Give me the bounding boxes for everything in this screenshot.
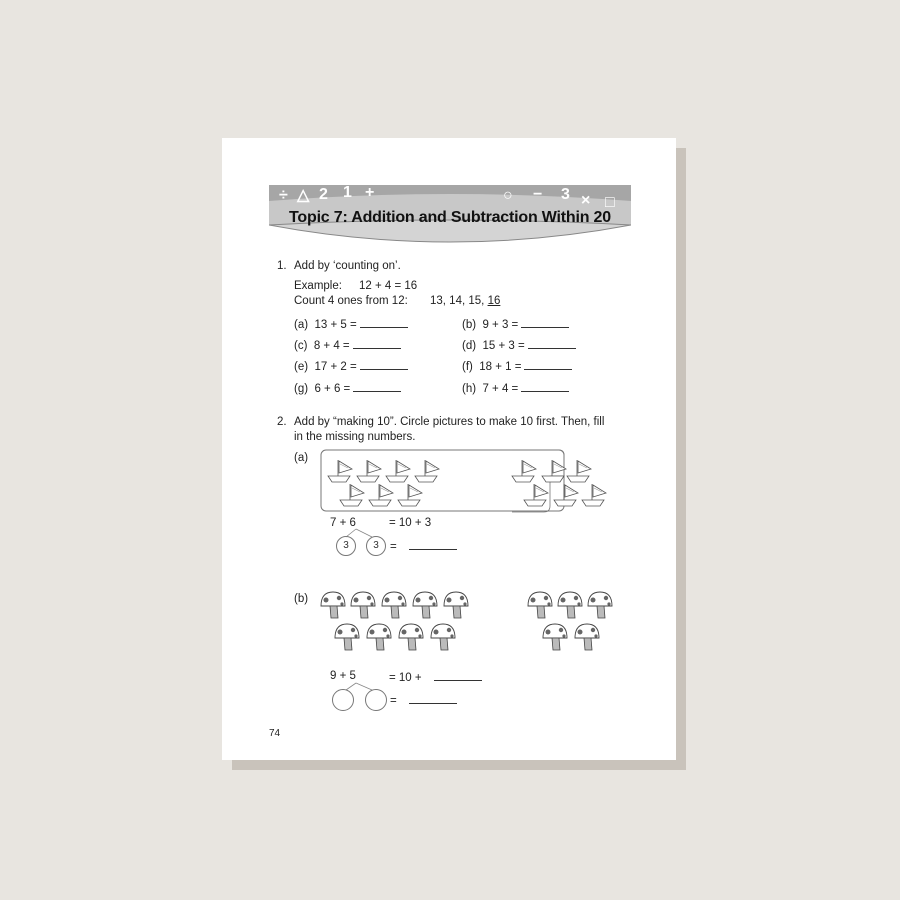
example-expression: 12 + 4 = 16 (359, 280, 418, 292)
exercise-item: (d) 15 + 3 = (462, 338, 576, 352)
banner-symbol: ○ (503, 187, 513, 204)
question-number: 1. (277, 260, 287, 272)
answer-blank[interactable] (409, 693, 457, 704)
question-number: 2. (277, 416, 287, 428)
banner-symbol: 1 (343, 185, 352, 201)
number-bond-circle[interactable]: 3 (336, 536, 356, 556)
banner-symbol: □ (605, 194, 615, 211)
equation-right: = 10 + (389, 670, 482, 684)
equation-left: 9 + 5 (330, 670, 356, 682)
part-label: (a) (294, 452, 309, 464)
exercise-item: (e) 17 + 2 = (294, 359, 408, 373)
question-prompt: Add by “making 10”. Circle pictures to make 10 first. Then, fill (294, 416, 605, 428)
equation-bottom: = (390, 693, 457, 707)
banner-symbol: × (581, 192, 591, 209)
equation-bottom: = (390, 539, 457, 553)
banner-symbol: − (533, 186, 543, 203)
worksheet-page (222, 138, 676, 760)
count-instruction: Count 4 ones from 12: (294, 295, 408, 307)
split-lines (222, 138, 676, 760)
question-prompt-continued: in the missing numbers. (294, 431, 416, 443)
banner-symbol: + (365, 185, 375, 201)
exercise-item: (h) 7 + 4 = (462, 381, 569, 395)
part-label: (b) (294, 593, 309, 605)
page-number: 74 (269, 728, 281, 739)
number-bond-circle[interactable] (332, 689, 354, 711)
banner-symbol: △ (297, 187, 310, 204)
question-prompt: Add by ‘counting on’. (294, 260, 401, 272)
banner-symbol: 3 (561, 186, 570, 203)
number-bond-circle[interactable] (365, 689, 387, 711)
count-answer: 16 (487, 295, 501, 307)
exercise-item: (f) 18 + 1 = (462, 359, 572, 373)
equation-left: 7 + 6 (330, 517, 356, 529)
exercise-item: (g) 6 + 6 = (294, 381, 401, 395)
number-bond-circle[interactable]: 3 (366, 536, 386, 556)
exercise-item: (c) 8 + 4 = (294, 338, 401, 352)
example-label: Example: (294, 280, 342, 292)
page-title: Topic 7: Addition and Subtraction Within 20 (289, 209, 611, 226)
exercise-item: (b) 9 + 3 = (462, 317, 569, 331)
banner-symbol: 2 (319, 186, 328, 203)
count-sequence: 13, 14, 15, 16 (430, 295, 501, 307)
exercise-item: (a) 13 + 5 = (294, 317, 408, 331)
equation-right: = 10 + 3 (389, 517, 432, 529)
banner-symbol: ÷ (279, 187, 288, 204)
